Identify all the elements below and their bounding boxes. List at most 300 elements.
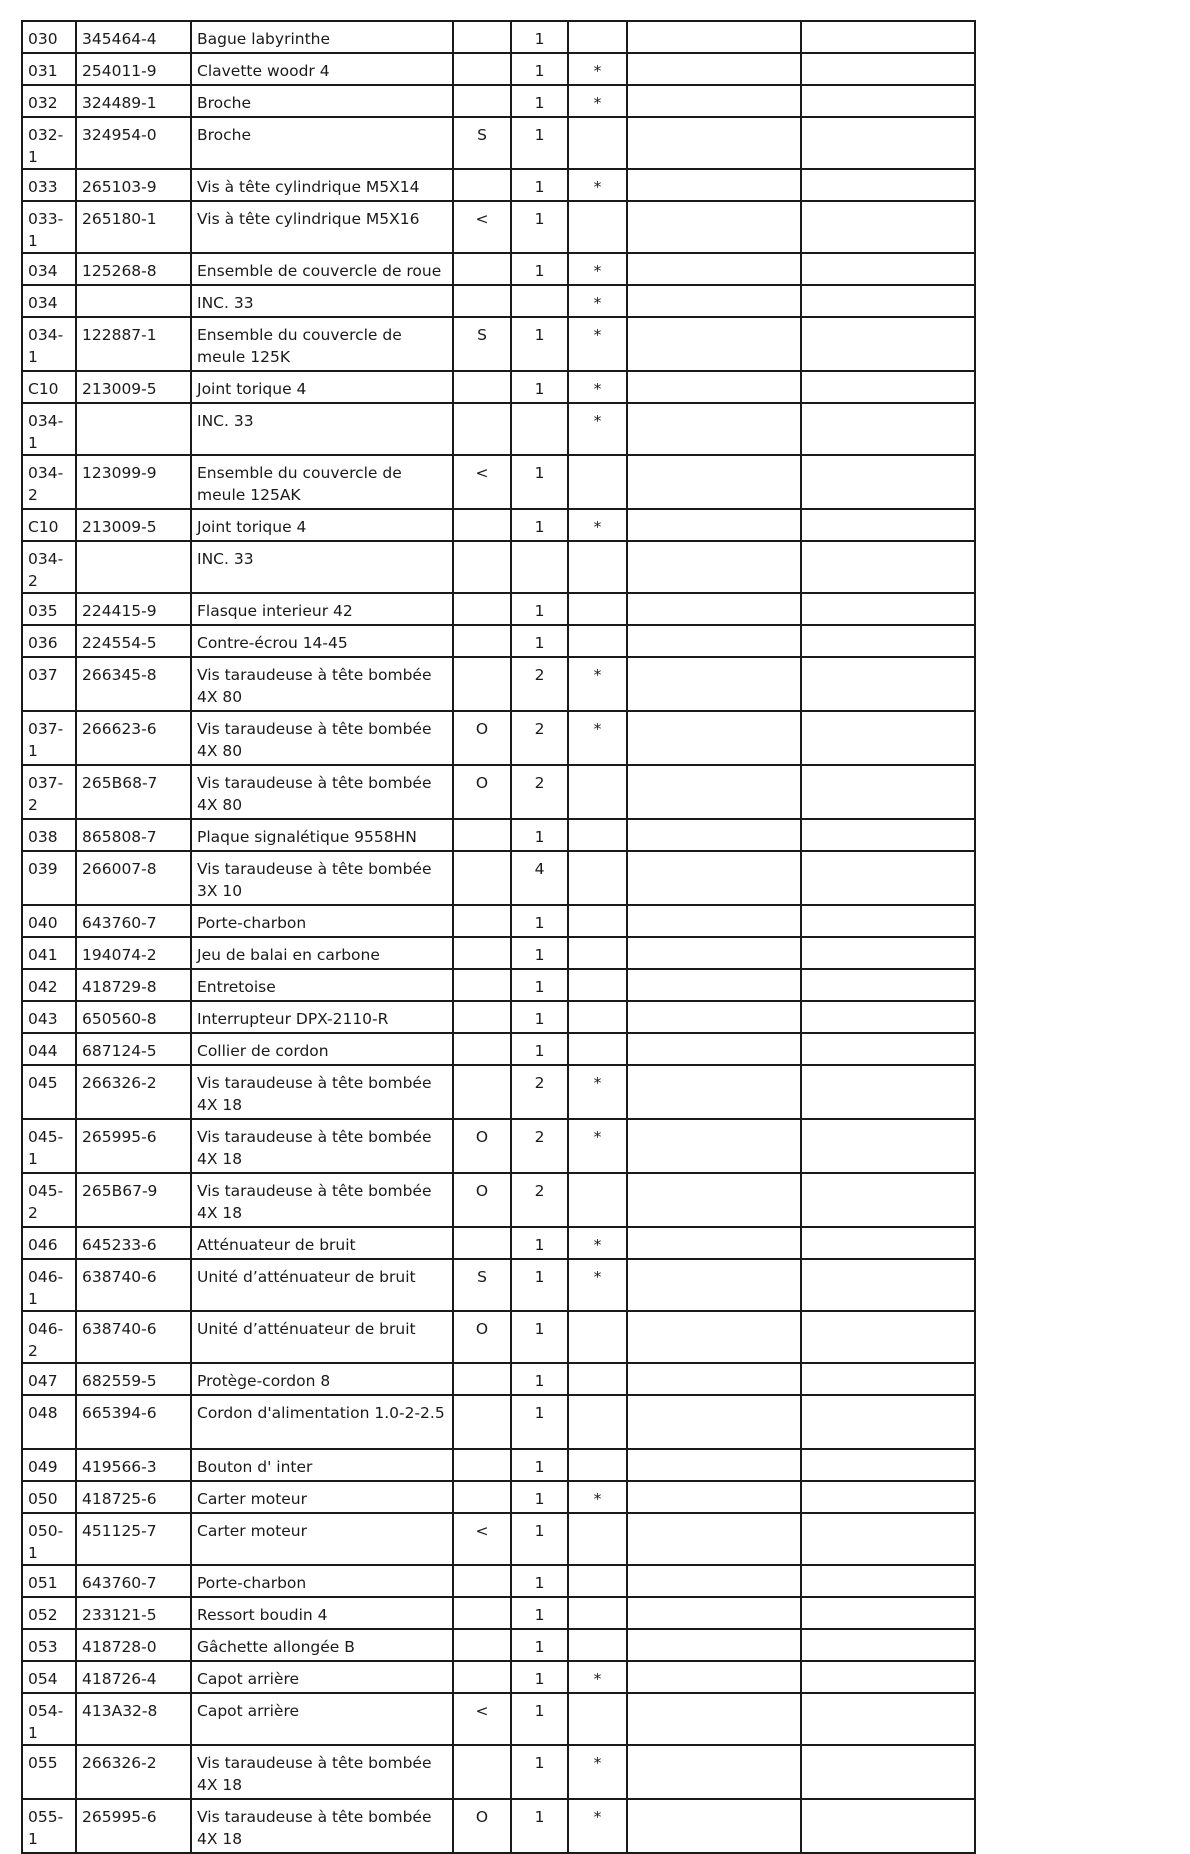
extra-cell-1 [627, 1065, 801, 1119]
extra-cell-2 [801, 317, 975, 371]
extra-cell-1 [627, 253, 801, 285]
flag-cell [453, 969, 511, 1001]
extra-cell-1 [627, 285, 801, 317]
mark-cell [568, 625, 627, 657]
table-row [22, 1033, 975, 1065]
flag-cell [453, 1565, 511, 1597]
description-cell: Contre-écrou 14-45 [191, 625, 453, 657]
description-cell: Capot arrière [191, 1693, 453, 1745]
extra-cell-2 [801, 1173, 975, 1227]
mark-cell: * [568, 371, 627, 403]
extra-cell-1 [627, 1799, 801, 1853]
item-number-cell: 036 [22, 625, 76, 657]
table-row [22, 371, 975, 403]
quantity-cell: 1 [511, 819, 568, 851]
extra-cell-2 [801, 593, 975, 625]
part-number-cell: 645233-6 [76, 1227, 191, 1259]
extra-cell-1 [627, 593, 801, 625]
table-row [22, 1395, 975, 1449]
quantity-cell: 1 [511, 1629, 568, 1661]
extra-cell-2 [801, 1001, 975, 1033]
quantity-cell: 1 [511, 1311, 568, 1363]
mark-cell: * [568, 509, 627, 541]
mark-cell [568, 905, 627, 937]
description-cell: Flasque interieur 42 [191, 593, 453, 625]
extra-cell-2 [801, 1597, 975, 1629]
table-row [22, 1001, 975, 1033]
table-row [22, 403, 975, 455]
extra-cell-2 [801, 403, 975, 455]
item-number-cell: 050-1 [22, 1513, 76, 1565]
extra-cell-2 [801, 937, 975, 969]
item-number-cell: 039 [22, 851, 76, 905]
description-cell: Broche [191, 117, 453, 169]
description-cell: Vis taraudeuse à tête bombée 4X 18 [191, 1745, 453, 1799]
quantity-cell: 1 [511, 1565, 568, 1597]
extra-cell-2 [801, 285, 975, 317]
part-number-cell: 419566-3 [76, 1449, 191, 1481]
description-cell: Gâchette allongée B [191, 1629, 453, 1661]
part-number-cell: 224415-9 [76, 593, 191, 625]
table-row [22, 851, 975, 905]
part-number-cell: 266326-2 [76, 1065, 191, 1119]
quantity-cell: 1 [511, 1001, 568, 1033]
item-number-cell: 046 [22, 1227, 76, 1259]
extra-cell-1 [627, 509, 801, 541]
quantity-cell: 1 [511, 593, 568, 625]
extra-cell-1 [627, 317, 801, 371]
description-cell: Vis taraudeuse à tête bombée 4X 18 [191, 1119, 453, 1173]
item-number-cell: 046-2 [22, 1311, 76, 1363]
extra-cell-1 [627, 117, 801, 169]
flag-cell [453, 541, 511, 593]
item-number-cell: 040 [22, 905, 76, 937]
part-number-cell: 418725-6 [76, 1481, 191, 1513]
mark-cell [568, 1363, 627, 1395]
part-number-cell: 123099-9 [76, 455, 191, 509]
table-row [22, 1259, 975, 1311]
quantity-cell: 1 [511, 1363, 568, 1395]
table-row [22, 53, 975, 85]
part-number-cell: 266007-8 [76, 851, 191, 905]
description-cell: INC. 33 [191, 541, 453, 593]
extra-cell-2 [801, 1065, 975, 1119]
flag-cell: O [453, 765, 511, 819]
quantity-cell: 1 [511, 937, 568, 969]
mark-cell [568, 937, 627, 969]
flag-cell [453, 1661, 511, 1693]
extra-cell-1 [627, 1513, 801, 1565]
flag-cell: O [453, 711, 511, 765]
mark-cell: * [568, 711, 627, 765]
description-cell: Unité d’atténuateur de bruit [191, 1311, 453, 1363]
part-number-cell: 418726-4 [76, 1661, 191, 1693]
part-number-cell: 643760-7 [76, 1565, 191, 1597]
extra-cell-2 [801, 509, 975, 541]
extra-cell-2 [801, 1745, 975, 1799]
extra-cell-2 [801, 819, 975, 851]
extra-cell-2 [801, 905, 975, 937]
part-number-cell: 865808-7 [76, 819, 191, 851]
mark-cell: * [568, 403, 627, 455]
table-body [22, 21, 975, 1853]
extra-cell-1 [627, 1033, 801, 1065]
part-number-cell: 345464-4 [76, 21, 191, 53]
item-number-cell: 034 [22, 285, 76, 317]
quantity-cell: 1 [511, 371, 568, 403]
flag-cell [453, 403, 511, 455]
item-number-cell: 035 [22, 593, 76, 625]
mark-cell [568, 1513, 627, 1565]
part-number-cell: 687124-5 [76, 1033, 191, 1065]
flag-cell [453, 53, 511, 85]
part-number-cell: 682559-5 [76, 1363, 191, 1395]
extra-cell-1 [627, 657, 801, 711]
flag-cell [453, 593, 511, 625]
extra-cell-2 [801, 169, 975, 201]
item-number-cell: 052 [22, 1597, 76, 1629]
extra-cell-1 [627, 201, 801, 253]
part-number-cell: 265995-6 [76, 1799, 191, 1853]
table-row [22, 1481, 975, 1513]
quantity-cell [511, 403, 568, 455]
flag-cell: S [453, 317, 511, 371]
extra-cell-1 [627, 1259, 801, 1311]
extra-cell-2 [801, 53, 975, 85]
item-number-cell: C10 [22, 371, 76, 403]
table-row [22, 1513, 975, 1565]
item-number-cell: 032 [22, 85, 76, 117]
item-number-cell: 055-1 [22, 1799, 76, 1853]
flag-cell [453, 1597, 511, 1629]
flag-cell [453, 851, 511, 905]
extra-cell-2 [801, 371, 975, 403]
description-cell: Porte-charbon [191, 1565, 453, 1597]
extra-cell-2 [801, 1119, 975, 1173]
extra-cell-1 [627, 1363, 801, 1395]
flag-cell [453, 1363, 511, 1395]
item-number-cell: 043 [22, 1001, 76, 1033]
part-number-cell: 265B67-9 [76, 1173, 191, 1227]
flag-cell: O [453, 1173, 511, 1227]
mark-cell: * [568, 1227, 627, 1259]
table-row [22, 541, 975, 593]
mark-cell [568, 1173, 627, 1227]
part-number-cell: 266623-6 [76, 711, 191, 765]
mark-cell: * [568, 1745, 627, 1799]
item-number-cell: 034-2 [22, 541, 76, 593]
extra-cell-1 [627, 53, 801, 85]
mark-cell: * [568, 1259, 627, 1311]
mark-cell [568, 1629, 627, 1661]
flag-cell [453, 1481, 511, 1513]
extra-cell-2 [801, 1693, 975, 1745]
part-number-cell: 125268-8 [76, 253, 191, 285]
mark-cell [568, 1565, 627, 1597]
quantity-cell [511, 285, 568, 317]
extra-cell-1 [627, 1395, 801, 1449]
extra-cell-2 [801, 765, 975, 819]
flag-cell [453, 1449, 511, 1481]
flag-cell [453, 819, 511, 851]
flag-cell: O [453, 1799, 511, 1853]
quantity-cell: 2 [511, 1065, 568, 1119]
description-cell: Interrupteur DPX-2110-R [191, 1001, 453, 1033]
description-cell: Capot arrière [191, 1661, 453, 1693]
description-cell: Vis taraudeuse à tête bombée 4X 18 [191, 1799, 453, 1853]
quantity-cell: 2 [511, 765, 568, 819]
flag-cell: S [453, 117, 511, 169]
mark-cell: * [568, 1481, 627, 1513]
description-cell: Unité d’atténuateur de bruit [191, 1259, 453, 1311]
item-number-cell: 047 [22, 1363, 76, 1395]
extra-cell-2 [801, 1629, 975, 1661]
extra-cell-2 [801, 1227, 975, 1259]
flag-cell [453, 21, 511, 53]
item-number-cell: 053 [22, 1629, 76, 1661]
flag-cell: O [453, 1311, 511, 1363]
flag-cell [453, 1629, 511, 1661]
flag-cell [453, 1001, 511, 1033]
table-row [22, 317, 975, 371]
item-number-cell: 038 [22, 819, 76, 851]
quantity-cell: 1 [511, 1693, 568, 1745]
flag-cell: < [453, 1513, 511, 1565]
extra-cell-2 [801, 1661, 975, 1693]
extra-cell-1 [627, 937, 801, 969]
extra-cell-1 [627, 969, 801, 1001]
description-cell: Collier de cordon [191, 1033, 453, 1065]
mark-cell [568, 851, 627, 905]
extra-cell-1 [627, 541, 801, 593]
mark-cell [568, 201, 627, 253]
extra-cell-1 [627, 711, 801, 765]
item-number-cell: 046-1 [22, 1259, 76, 1311]
extra-cell-2 [801, 253, 975, 285]
item-number-cell: 032-1 [22, 117, 76, 169]
table-row [22, 1661, 975, 1693]
description-cell: INC. 33 [191, 403, 453, 455]
extra-cell-1 [627, 1119, 801, 1173]
extra-cell-2 [801, 625, 975, 657]
item-number-cell: 037-2 [22, 765, 76, 819]
description-cell: Joint torique 4 [191, 509, 453, 541]
flag-cell [453, 1745, 511, 1799]
description-cell: Bouton d' inter [191, 1449, 453, 1481]
description-cell: Vis taraudeuse à tête bombée 4X 18 [191, 1065, 453, 1119]
quantity-cell: 1 [511, 1513, 568, 1565]
table-row [22, 509, 975, 541]
table-row [22, 1629, 975, 1661]
part-number-cell [76, 541, 191, 593]
mark-cell: * [568, 285, 627, 317]
table-row [22, 1119, 975, 1173]
part-number-cell: 324954-0 [76, 117, 191, 169]
quantity-cell: 1 [511, 905, 568, 937]
quantity-cell: 2 [511, 657, 568, 711]
mark-cell: * [568, 317, 627, 371]
table-row [22, 1363, 975, 1395]
quantity-cell: 1 [511, 969, 568, 1001]
item-number-cell: 045-2 [22, 1173, 76, 1227]
part-number-cell: 413A32-8 [76, 1693, 191, 1745]
description-cell: Entretoise [191, 969, 453, 1001]
extra-cell-1 [627, 371, 801, 403]
mark-cell: * [568, 1065, 627, 1119]
mark-cell [568, 455, 627, 509]
quantity-cell: 1 [511, 201, 568, 253]
description-cell: Joint torique 4 [191, 371, 453, 403]
part-number-cell: 265995-6 [76, 1119, 191, 1173]
quantity-cell: 1 [511, 1227, 568, 1259]
quantity-cell: 1 [511, 455, 568, 509]
quantity-cell [511, 541, 568, 593]
extra-cell-1 [627, 1565, 801, 1597]
table-row [22, 1799, 975, 1853]
part-number-cell: 265103-9 [76, 169, 191, 201]
description-cell: Ensemble de couvercle de roue [191, 253, 453, 285]
quantity-cell: 1 [511, 1259, 568, 1311]
mark-cell: * [568, 1799, 627, 1853]
item-number-cell: 033 [22, 169, 76, 201]
extra-cell-1 [627, 851, 801, 905]
item-number-cell: 033-1 [22, 201, 76, 253]
extra-cell-2 [801, 657, 975, 711]
description-cell: Carter moteur [191, 1513, 453, 1565]
quantity-cell: 2 [511, 711, 568, 765]
table-row [22, 657, 975, 711]
item-number-cell: 042 [22, 969, 76, 1001]
mark-cell [568, 117, 627, 169]
quantity-cell: 1 [511, 253, 568, 285]
extra-cell-1 [627, 625, 801, 657]
table-row [22, 1065, 975, 1119]
mark-cell [568, 1693, 627, 1745]
description-cell: Protège-cordon 8 [191, 1363, 453, 1395]
flag-cell: O [453, 1119, 511, 1173]
flag-cell: < [453, 455, 511, 509]
description-cell: Vis taraudeuse à tête bombée 4X 80 [191, 711, 453, 765]
parts-table [21, 20, 976, 1854]
extra-cell-2 [801, 1481, 975, 1513]
part-number-cell: 418728-0 [76, 1629, 191, 1661]
extra-cell-2 [801, 1449, 975, 1481]
flag-cell [453, 937, 511, 969]
item-number-cell: 044 [22, 1033, 76, 1065]
description-cell: Atténuateur de bruit [191, 1227, 453, 1259]
flag-cell [453, 625, 511, 657]
item-number-cell: 054 [22, 1661, 76, 1693]
mark-cell [568, 1001, 627, 1033]
item-number-cell: C10 [22, 509, 76, 541]
part-number-cell: 265B68-7 [76, 765, 191, 819]
mark-cell [568, 1033, 627, 1065]
quantity-cell: 4 [511, 851, 568, 905]
part-number-cell: 638740-6 [76, 1259, 191, 1311]
quantity-cell: 1 [511, 1395, 568, 1449]
item-number-cell: 050 [22, 1481, 76, 1513]
part-number-cell: 266345-8 [76, 657, 191, 711]
quantity-cell: 1 [511, 1745, 568, 1799]
table-row [22, 253, 975, 285]
mark-cell [568, 541, 627, 593]
part-number-cell [76, 403, 191, 455]
description-cell: Ensemble du couvercle de meule 125K [191, 317, 453, 371]
quantity-cell: 1 [511, 625, 568, 657]
description-cell: Vis taraudeuse à tête bombée 4X 18 [191, 1173, 453, 1227]
part-number-cell: 265180-1 [76, 201, 191, 253]
extra-cell-1 [627, 1661, 801, 1693]
item-number-cell: 030 [22, 21, 76, 53]
extra-cell-1 [627, 905, 801, 937]
table-row [22, 85, 975, 117]
mark-cell: * [568, 53, 627, 85]
table-row [22, 117, 975, 169]
item-number-cell: 054-1 [22, 1693, 76, 1745]
extra-cell-1 [627, 1481, 801, 1513]
extra-cell-2 [801, 21, 975, 53]
part-number-cell: 638740-6 [76, 1311, 191, 1363]
table-row [22, 905, 975, 937]
part-number-cell: 122887-1 [76, 317, 191, 371]
table-row [22, 1173, 975, 1227]
description-cell: Plaque signalétique 9558HN [191, 819, 453, 851]
description-cell: Porte-charbon [191, 905, 453, 937]
item-number-cell: 034 [22, 253, 76, 285]
flag-cell [453, 1033, 511, 1065]
table-row [22, 1597, 975, 1629]
table-row [22, 593, 975, 625]
mark-cell: * [568, 1661, 627, 1693]
extra-cell-2 [801, 711, 975, 765]
mark-cell [568, 21, 627, 53]
part-number-cell: 418729-8 [76, 969, 191, 1001]
extra-cell-1 [627, 1449, 801, 1481]
description-cell: INC. 33 [191, 285, 453, 317]
table-row [22, 937, 975, 969]
description-cell: Vis à tête cylindrique M5X16 [191, 201, 453, 253]
extra-cell-1 [627, 765, 801, 819]
item-number-cell: 049 [22, 1449, 76, 1481]
mark-cell [568, 1449, 627, 1481]
table-row [22, 169, 975, 201]
extra-cell-1 [627, 1173, 801, 1227]
extra-cell-1 [627, 1311, 801, 1363]
quantity-cell: 2 [511, 1173, 568, 1227]
mark-cell: * [568, 657, 627, 711]
extra-cell-2 [801, 85, 975, 117]
extra-cell-1 [627, 1597, 801, 1629]
description-cell: Cordon d'alimentation 1.0-2-2.5 [191, 1395, 453, 1449]
quantity-cell: 1 [511, 21, 568, 53]
part-number-cell: 650560-8 [76, 1001, 191, 1033]
flag-cell: < [453, 1693, 511, 1745]
mark-cell [568, 765, 627, 819]
table-row [22, 1565, 975, 1597]
description-cell: Ressort boudin 4 [191, 1597, 453, 1629]
part-number-cell: 643760-7 [76, 905, 191, 937]
item-number-cell: 034-1 [22, 317, 76, 371]
item-number-cell: 037 [22, 657, 76, 711]
quantity-cell: 1 [511, 1449, 568, 1481]
table-row [22, 21, 975, 53]
description-cell: Broche [191, 85, 453, 117]
extra-cell-2 [801, 117, 975, 169]
part-number-cell: 194074-2 [76, 937, 191, 969]
mark-cell: * [568, 1119, 627, 1173]
part-number-cell: 213009-5 [76, 509, 191, 541]
extra-cell-2 [801, 541, 975, 593]
